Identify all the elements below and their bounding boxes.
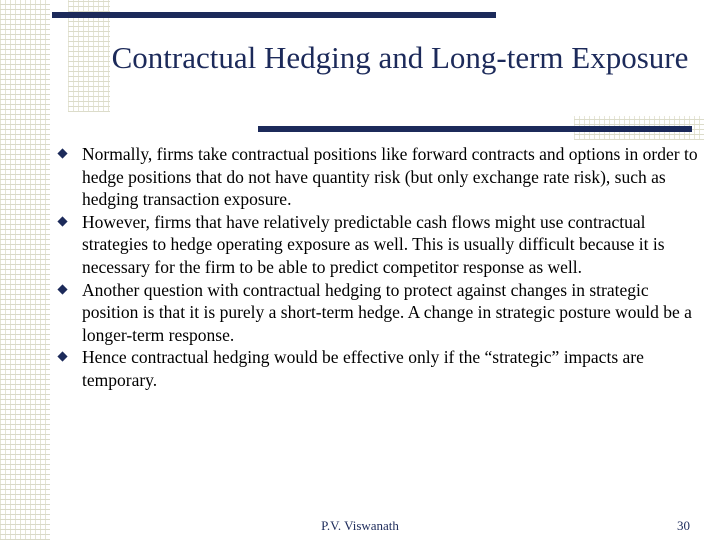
top-accent-bar bbox=[52, 12, 496, 18]
bullet-list bbox=[56, 143, 706, 392]
bullet-item bbox=[56, 279, 706, 347]
bullet-item bbox=[56, 211, 706, 279]
left-grid-decoration bbox=[0, 0, 50, 540]
bullet-text: However, firms that have relatively predictable cash flows might use contractual strategies to hedge operating exposure as well. This is usually difficult because it is necessary for the firm to be able to predict competitor response as well. bbox=[82, 211, 665, 277]
footer-author: P.V. Viswanath bbox=[321, 518, 399, 533]
diamond-bullet-icon bbox=[57, 284, 67, 294]
diamond-bullet-icon bbox=[57, 352, 67, 362]
page-number: 30 bbox=[677, 518, 690, 533]
bullet-text: Another question with contractual hedging to protect against changes in strategic position is that it is purely a short-term hedge. A change in strategic posture would be a longer-term response. bbox=[82, 279, 692, 345]
bullet-item bbox=[56, 143, 706, 211]
diamond-bullet-icon bbox=[57, 148, 67, 158]
slide-title: Contractual Hedging and Long-term Exposure bbox=[111, 40, 689, 75]
bottom-accent-bar bbox=[258, 126, 692, 132]
diamond-bullet-icon bbox=[57, 216, 67, 226]
bullet-text: Hence contractual hedging would be effective only if the “strategic” impacts are temporary. bbox=[82, 347, 644, 390]
bullet-text: Normally, firms take contractual positions like forward contracts and options in order to hedge positions that do not have quantity risk (but only exchange rate risk), such as hedging transaction exposure. bbox=[82, 144, 698, 210]
bullet-item bbox=[56, 346, 706, 391]
